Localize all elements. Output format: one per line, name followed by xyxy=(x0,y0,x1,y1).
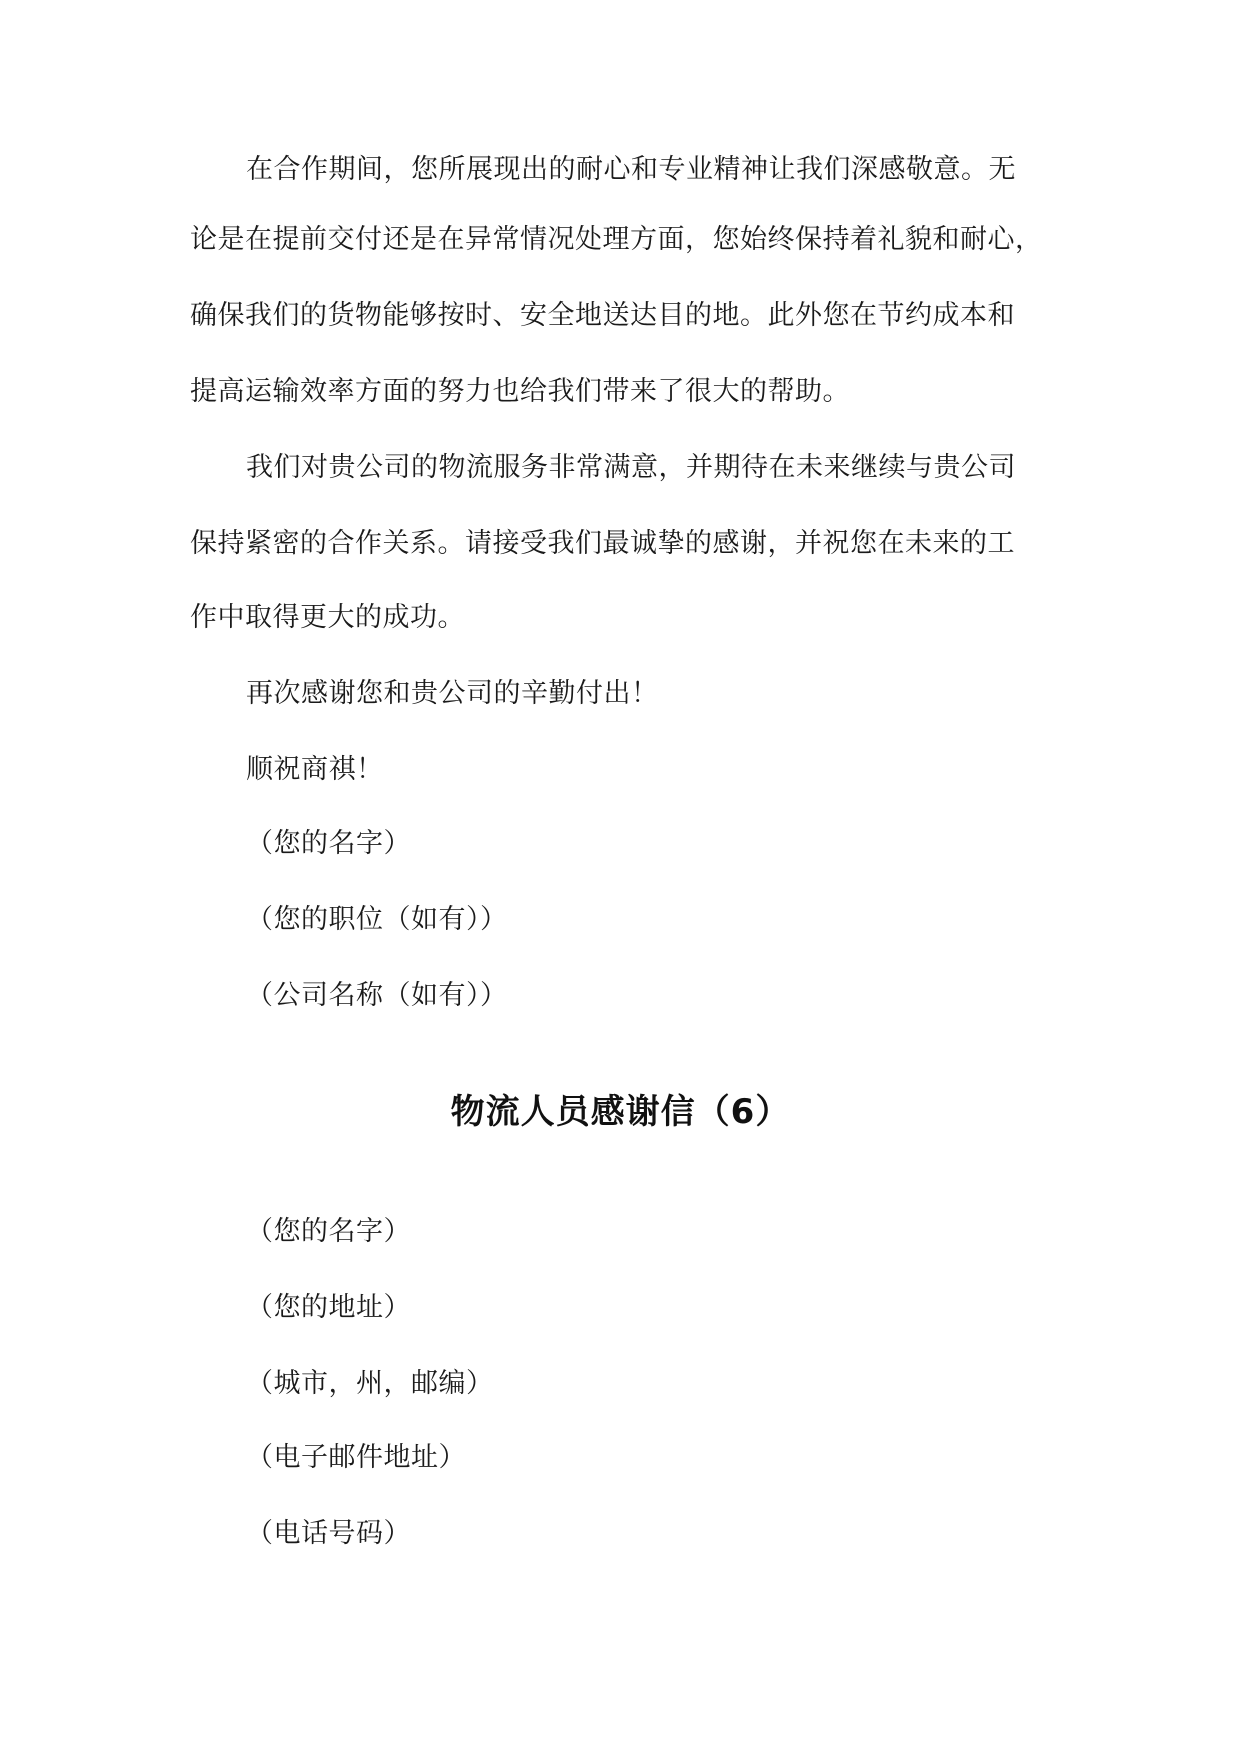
paragraph-2-line-3: 作中取得更大的成功。 xyxy=(190,602,465,633)
header-city-state-zip: （城市，州，邮编） xyxy=(246,1368,494,1399)
paragraph-2-line-2: 保持紧密的合作关系。请接受我们最诚挚的感谢，并祝您在未来的工 xyxy=(190,528,1015,559)
header-email: （电子邮件地址） xyxy=(246,1442,466,1473)
closing-line: 顺祝商祺！ xyxy=(246,754,384,785)
header-name: （您的名字） xyxy=(246,1216,411,1247)
paragraph-2-line-1: 我们对贵公司的物流服务非常满意，并期待在未来继续与贵公司 xyxy=(246,452,1016,483)
paragraph-1-line-2: 论是在提前交付还是在异常情况处理方面，您始终保持着礼貌和耐心， xyxy=(190,224,1043,255)
paragraph-1-line-3: 确保我们的货物能够按时、安全地送达目的地。此外您在节约成本和 xyxy=(190,300,1015,331)
signature-name: （您的名字） xyxy=(246,828,411,859)
paragraph-1-line-1: 在合作期间，您所展现出的耐心和专业精神让我们深感敬意。无 xyxy=(246,154,1016,185)
header-address: （您的地址） xyxy=(246,1292,411,1323)
paragraph-3: 再次感谢您和贵公司的辛勤付出！ xyxy=(246,678,659,709)
letter-title: 物流人员感谢信（6） xyxy=(450,1092,791,1132)
paragraph-1-line-4: 提高运输效率方面的努力也给我们带来了很大的帮助。 xyxy=(190,376,850,407)
signature-company: （公司名称（如有）） xyxy=(246,980,508,1011)
signature-position: （您的职位（如有）） xyxy=(246,904,508,935)
header-phone: （电话号码） xyxy=(246,1518,411,1549)
